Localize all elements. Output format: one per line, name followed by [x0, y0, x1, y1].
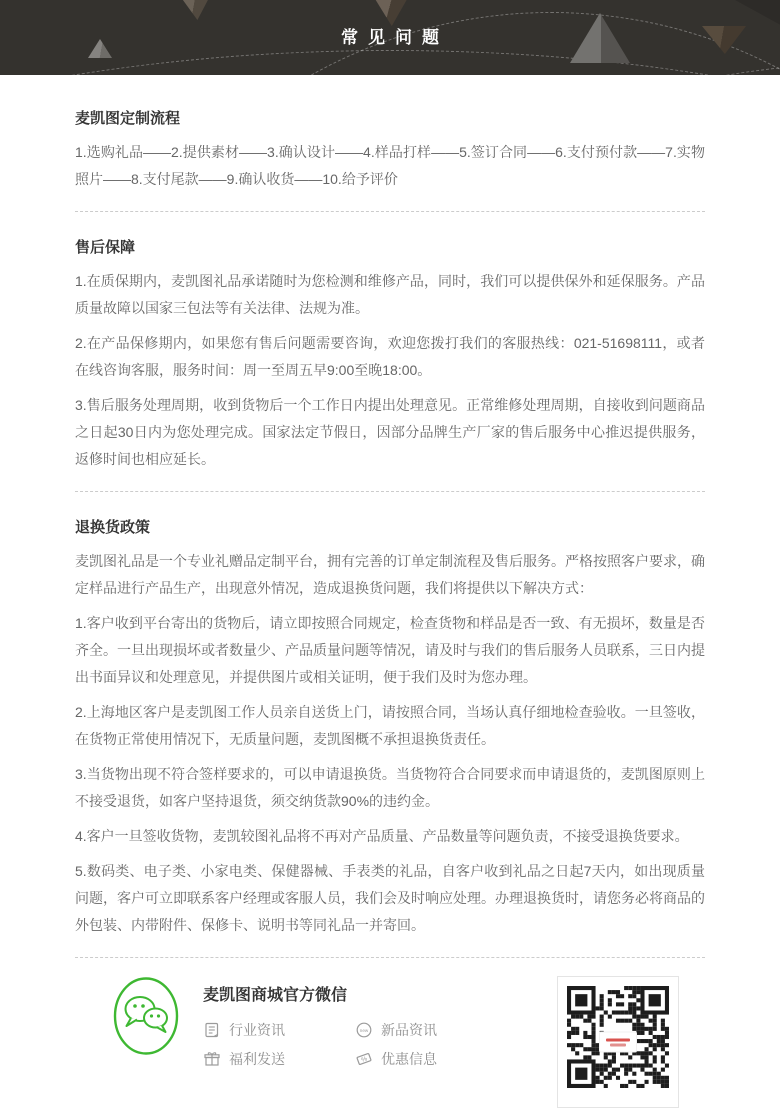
page-title: 常见问题 — [341, 28, 449, 47]
wechat-feature-grid — [203, 1020, 545, 1069]
dashed-divider — [75, 491, 705, 492]
process-steps-text: 1.选购礼品——2.提供素材——3.确认设计——4.样品打样——5.签订合同——6.支付预付款——7.实物照片——8.支付尾款——9.确认收货——10.给予评价 — [75, 144, 705, 187]
news-document-icon — [203, 1021, 221, 1039]
paragraph: 3.当货物出现不符合签样要求的，可以申请退换货。当货物符合合同要求而申请退货的，麦凯图原则上不接受退货，如客户坚持退货，须交纳货款90%的违约金。 — [75, 766, 705, 809]
dashed-divider — [75, 957, 705, 958]
section-return-policy — [75, 504, 705, 939]
paragraph: 5.数码类、电子类、小家电类、保健器械、手表类的礼品，自客户收到礼品之日起7天内，如出现质量问题，客户可立即联系客户经理或客服人员，我们会及时响应处理。办理退换货时，请您务必将商品的外包装、内带附件、保修卡、说明书等同礼品一并寄回。 — [75, 863, 705, 933]
wechat-account-title: 麦凯图商城官方微信 — [203, 987, 348, 1004]
feature-label: 行业资讯 — [229, 1022, 285, 1038]
paragraph: 4.客户一旦签收货物，麦凯较图礼品将不再对产品质量、产品数量等问题负责，不接受退换货要求。 — [75, 828, 689, 844]
paragraph: 3.售后服务处理周期，收到货物后一个工作日内提出处理意见。正常维修处理周期，自接收到问题商品之日起30日内为您处理完成。国家法定节假日，因部分品牌生产厂家的售后服务中心推迟提供服务，返修时间也相应延长。 — [75, 397, 705, 467]
paragraph: 2.在产品保修期内，如果您有售后问题需要咨询，欢迎您拨打我们的客服热线：021-51698111，或者在线咨询客服，服务时间：周一至周五早9:00至晚18:00。 — [75, 335, 705, 378]
feature-label: 新品资讯 — [381, 1022, 437, 1038]
svg-text:%: % — [360, 1055, 369, 1065]
qr-code — [557, 976, 679, 1108]
page-header — [0, 0, 780, 75]
feature-label: 福利发送 — [229, 1051, 285, 1067]
feature-discount-info — [355, 1049, 437, 1069]
svg-text:new: new — [359, 1028, 369, 1033]
section-heading: 麦凯图定制流程 — [75, 110, 181, 127]
paragraph: 1.在质保期内，麦凯图礼品承诺随时为您检测和维修产品，同时，我们可以提供保外和延保服务。产品质量故障以国家三包法等有关法律、法规为准。 — [75, 273, 705, 316]
section-heading: 售后保障 — [75, 239, 136, 256]
feature-benefits — [203, 1049, 321, 1069]
faq-content — [0, 75, 780, 1108]
section-heading: 退换货政策 — [75, 519, 151, 536]
feature-industry-news — [203, 1020, 321, 1040]
paragraph: 1.客户收到平台寄出的货物后，请立即按照合同规定，检查货物和样品是否一致、有无损坏，数量是否齐全。一旦出现损坏或者数量少、产品质量问题等情况，请及时与我们的售后服务人员联系，三日内提出书面异议和处理意见，并提供图片或相关证明，便于我们及时为您办理。 — [75, 615, 705, 685]
qr-center-logo — [599, 1032, 637, 1053]
paragraph: 麦凯图礼品是一个专业礼赠品定制平台，拥有完善的订单定制流程及售后服务。严格按照客户要求，确定样品进行产品生产，出现意外情况，造成退换货问题，我们将提供以下解决方式： — [75, 553, 705, 596]
coupon-percent-icon — [355, 1050, 373, 1068]
wechat-info — [203, 976, 545, 1069]
feature-new-products — [355, 1020, 437, 1040]
gift-box-icon — [203, 1050, 221, 1068]
wechat-logo-icon — [113, 976, 179, 1061]
dashed-divider — [75, 211, 705, 212]
wechat-footer — [75, 970, 705, 1108]
feature-label: 优惠信息 — [381, 1051, 437, 1067]
paragraph: 2.上海地区客户是麦凯图工作人员亲自送货上门，请按照合同，当场认真仔细地检查验收。一旦签收，在货物正常使用情况下，无质量问题，麦凯图概不承担退换货责任。 — [75, 704, 705, 747]
section-custom-process — [75, 75, 705, 193]
new-badge-icon — [355, 1021, 373, 1039]
section-after-sales — [75, 224, 705, 473]
